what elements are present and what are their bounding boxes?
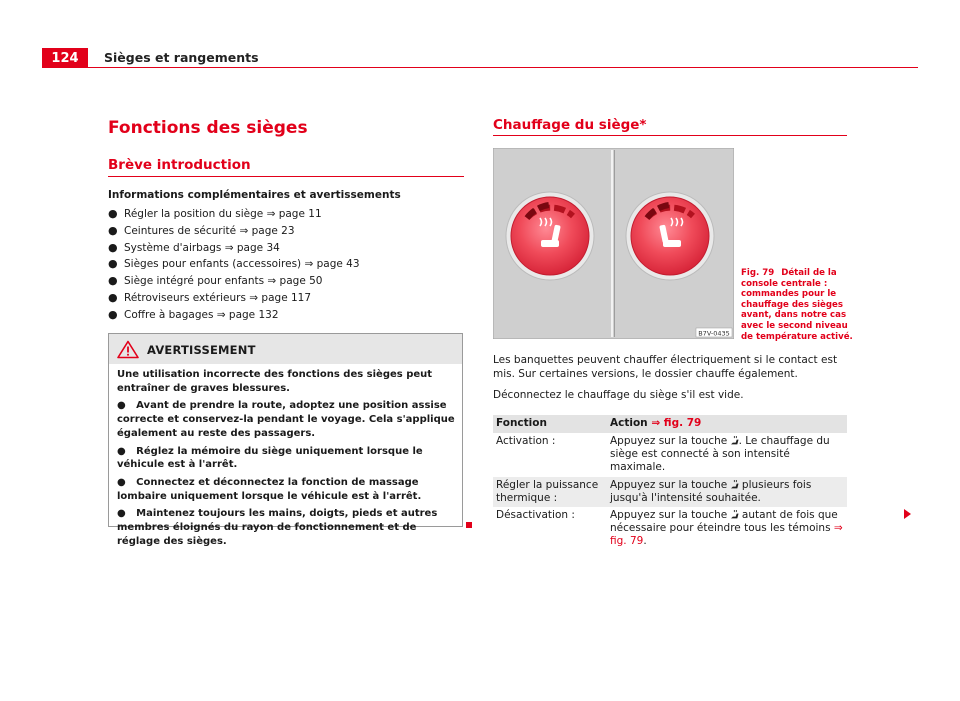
warning-item: ● Réglez la mémoire du siège uniquement lorsque le véhicule est à l'arrêt. [117, 445, 423, 471]
warning-item: ● Avant de prendre la route, adoptez une position assise correcte et conservez-la pendant le voyage. Cela s'applique également au reste des passagers. [117, 400, 455, 440]
seat-heating-button-left [506, 192, 594, 280]
warning-header [109, 334, 462, 364]
next-page-arrow-icon[interactable] [904, 509, 911, 519]
table-row: Désactivation : Appuyez sur la touche autant de fois que nécessaire pour éteindre tous les témoins ⇒ fig. 79. [496, 509, 843, 548]
figure-code: B7V-0435 [698, 329, 730, 338]
figure-caption [741, 268, 853, 342]
page-number: 124 [42, 48, 88, 68]
figure-caption-text: Détail de la console centrale : commandes pour le chauffage des sièges avant, dans notre cas avec le second niveau de température activé. [741, 268, 853, 342]
intro-text [493, 354, 853, 411]
subtitle-rule [108, 176, 464, 177]
figure-illustration [493, 148, 734, 339]
table-header-function: Fonction [493, 415, 607, 433]
table-header-action: Action ⇒ fig. 79 [607, 415, 847, 433]
end-of-section-mark [466, 522, 472, 528]
info-title: Informations complémentaires et avertissements [108, 189, 401, 201]
warning-box [108, 333, 463, 547]
warning-body [117, 368, 457, 552]
paragraph: Déconnectez le chauffage du siège s'il est vide. [493, 389, 744, 401]
warning-intro: Une utilisation incorrecte des fonctions des sièges peut entraîner de graves blessures. [117, 369, 433, 394]
figure-link[interactable]: ⇒ fig. 79 [610, 522, 843, 548]
figure-label: Fig. 79 [741, 268, 775, 278]
list-item[interactable]: ● Système d'airbags ⇒ page 34 [108, 240, 280, 254]
warning-triangle-icon [117, 340, 139, 359]
warning-item: ● Maintenez toujours les mains, doigts, pieds et autres membres éloignés du rayon de fonctionnement et de réglage des sièges. [117, 508, 438, 547]
seat-heating-icon [731, 510, 739, 519]
figure-seat-heating [493, 148, 734, 339]
list-item[interactable]: ● Ceintures de sécurité ⇒ page 23 [108, 223, 295, 237]
running-title: Sièges et rangements [104, 50, 259, 65]
seat-heating-icon [731, 436, 739, 445]
section-title: Fonctions des sièges [108, 118, 308, 138]
title-rule-right [493, 135, 847, 136]
seat-heating-button-right [626, 192, 714, 280]
header-rule [42, 67, 918, 68]
table-row: Activation : Appuyez sur la touche . Le chauffage du siège est connecté à son intensité maximale. [496, 435, 830, 474]
list-item[interactable]: ● Rétroviseurs extérieurs ⇒ page 117 [108, 290, 312, 304]
section-subtitle: Brève introduction [108, 157, 251, 173]
table-row: Régler la puissance thermique : Appuyez sur la touche plusieurs fois jusqu'à l'intensité souhaitée. [493, 477, 847, 507]
list-item[interactable]: ● Sièges pour enfants (accessoires) ⇒ page 43 [108, 257, 360, 271]
section-title-right: Chauffage du siège* [493, 117, 647, 133]
seat-heating-icon [731, 480, 739, 489]
warning-item: ● Connectez et déconnectez la fonction de massage lombaire uniquement lorsque le véhicule est à l'arrêt. [117, 476, 422, 502]
function-table [493, 415, 847, 551]
list-item[interactable]: ● Coffre à bagages ⇒ page 132 [108, 307, 279, 321]
warning-title: AVERTISSEMENT [147, 343, 256, 357]
list-item[interactable]: ● Régler la position du siège ⇒ page 11 [108, 207, 322, 220]
figure-link[interactable]: ⇒ fig. 79 [651, 417, 702, 429]
paragraph: Les banquettes peuvent chauffer électriquement si le contact est mis. Sur certaines versions, le dossier chauffe également. [493, 354, 838, 380]
reference-list [108, 206, 464, 324]
list-item[interactable]: ● Siège intégré pour enfants ⇒ page 50 [108, 274, 323, 288]
